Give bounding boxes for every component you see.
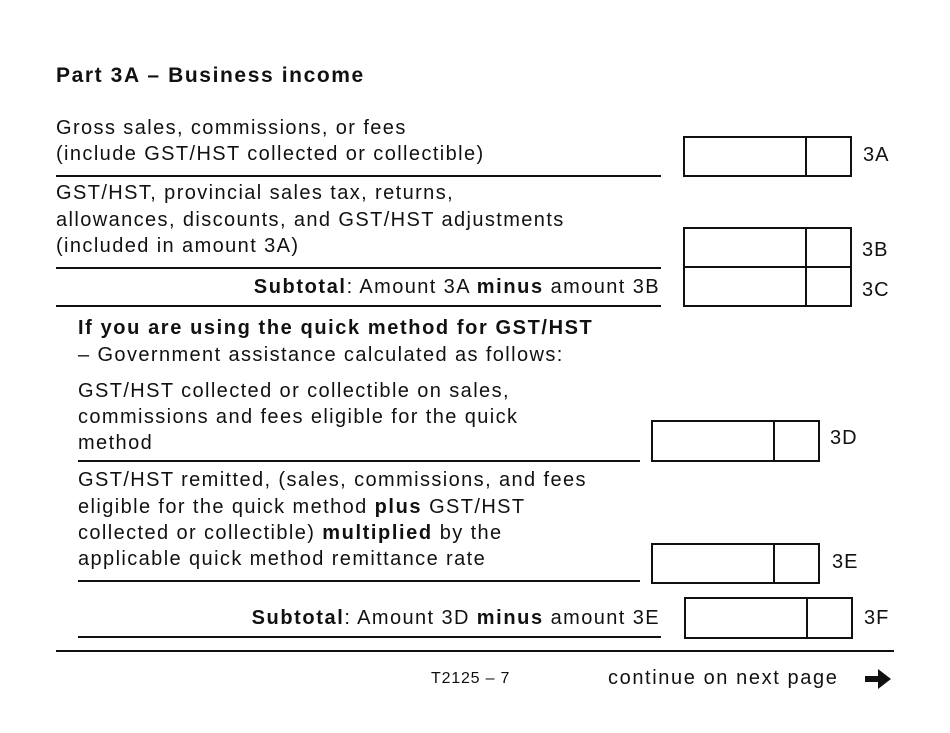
line-3d-text-3: method <box>78 432 154 454</box>
line-code-3e: 3E <box>832 551 859 573</box>
cents-field-3c[interactable] <box>805 268 850 305</box>
divider <box>56 305 661 307</box>
amount-field-3f[interactable] <box>684 597 853 639</box>
line-3e-text-2 <box>78 494 526 520</box>
text: amount 3B <box>543 276 660 298</box>
continue-text: continue on next page <box>608 667 839 689</box>
amount-field-3c[interactable] <box>683 266 852 307</box>
cents-field-3e[interactable] <box>773 545 818 582</box>
line-3c-text <box>254 274 660 300</box>
operator: minus <box>476 276 544 298</box>
line-3b-text-1: GST/HST, provincial sales tax, returns, <box>56 182 455 204</box>
amount-field-3b[interactable] <box>683 227 852 268</box>
line-code-3b: 3B <box>862 239 889 261</box>
line-3e-text-3 <box>78 520 503 546</box>
line-3b-text-2: allowances, discounts, and GST/HST adjustments <box>56 209 565 231</box>
amount-field-3a[interactable] <box>683 136 852 177</box>
text: eligible for the quick method <box>78 496 375 518</box>
operator: plus <box>374 496 423 518</box>
operator: minus <box>476 607 544 629</box>
line-3d-text-1: GST/HST collected or collectible on sales, <box>78 380 510 402</box>
text: : Amount 3D <box>344 607 477 629</box>
line-3e-text-1: GST/HST remitted, (sales, commissions, and fees <box>78 469 587 491</box>
amount-field-3d[interactable] <box>651 420 820 462</box>
page-title: Part 3A – Business income <box>56 64 365 87</box>
line-3a-text-1: Gross sales, commissions, or fees <box>56 117 407 139</box>
amount-field-3e[interactable] <box>651 543 820 584</box>
footer-divider <box>56 650 894 652</box>
line-3d-text-2: commissions and fees eligible for the quick <box>78 406 519 428</box>
right-arrow-icon <box>864 667 892 691</box>
operator: multiplied <box>322 522 433 544</box>
cents-field-3f[interactable] <box>806 599 851 637</box>
cents-field-3b[interactable] <box>805 229 850 266</box>
line-code-3c: 3C <box>862 279 890 301</box>
quick-method-heading: If you are using the quick method for GST/HST <box>78 317 594 339</box>
text: by the <box>432 522 503 544</box>
line-3f-text <box>252 605 660 631</box>
text: amount 3E <box>543 607 660 629</box>
divider <box>56 175 661 177</box>
text: : Amount 3A <box>346 276 477 298</box>
divider <box>78 636 661 638</box>
subtotal-label: Subtotal <box>251 607 345 629</box>
subtotal-label: Subtotal <box>253 276 347 298</box>
cents-field-3a[interactable] <box>805 138 850 175</box>
text: GST/HST <box>422 496 526 518</box>
divider <box>78 460 640 462</box>
cents-field-3d[interactable] <box>773 422 818 460</box>
form-page-number: T2125 – 7 <box>431 670 511 687</box>
line-code-3d: 3D <box>830 427 858 449</box>
line-code-3f: 3F <box>864 607 890 629</box>
divider <box>56 267 661 269</box>
line-3a-text-2: (include GST/HST collected or collectible) <box>56 143 485 165</box>
line-3e-text-4: applicable quick method remittance rate <box>78 548 487 570</box>
quick-method-subheading: – Government assistance calculated as follows: <box>78 344 564 366</box>
text: collected or collectible) <box>78 522 323 544</box>
divider <box>78 580 640 582</box>
line-code-3a: 3A <box>863 144 890 166</box>
line-3b-text-3: (included in amount 3A) <box>56 235 300 257</box>
